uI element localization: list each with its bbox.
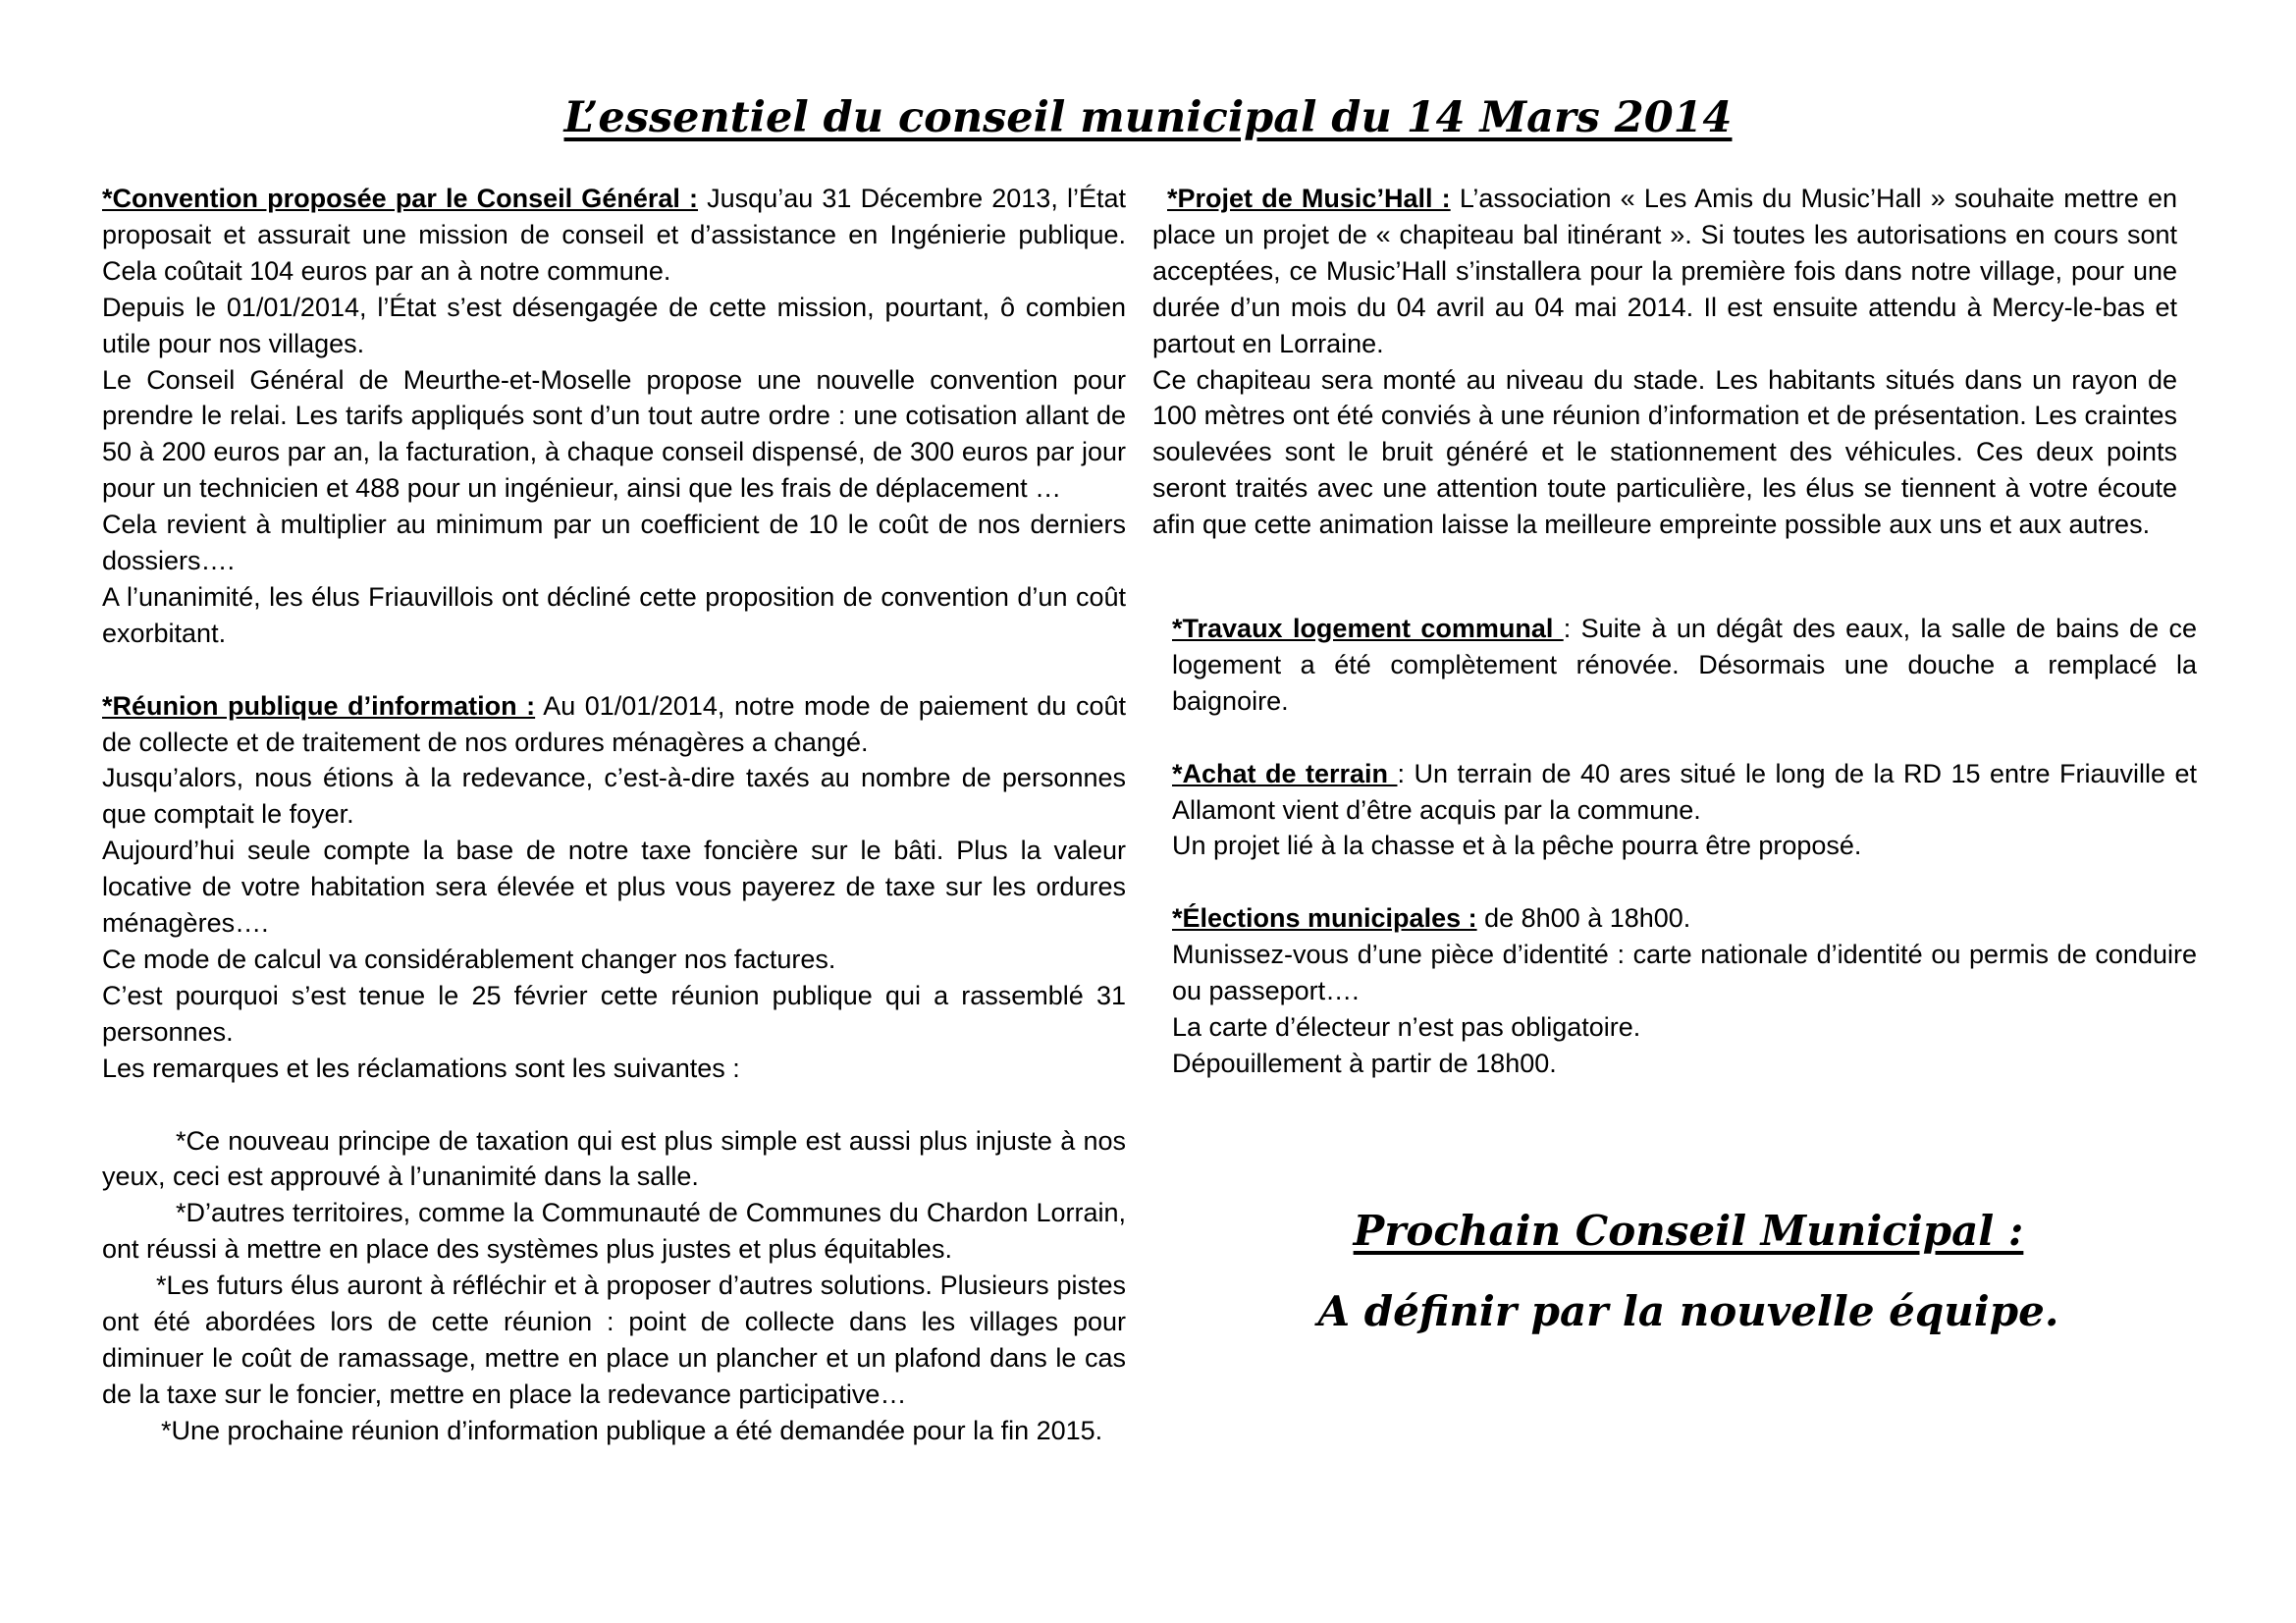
spacer xyxy=(1172,864,2197,900)
spacer xyxy=(102,1087,1126,1123)
page-title: L’essentiel du conseil municipal du 14 Mars 2014 xyxy=(563,93,1733,142)
reunion-paragraph-2: Jusqu’alors, nous étions à la redevance, c’est-à-dire taxés au nombre de personnes que comptait le foyer. xyxy=(102,763,1126,830)
spacer xyxy=(1172,720,2197,756)
convention-paragraph-3: Le Conseil Général de Meurthe-et-Moselle propose une nouvelle convention pour prendre le relai. Les tarifs appliqués sont d’un tout autre ordre : une cotisation allant de 50 à 200 euros par an, la facturation, à chaque conseil dispensé, de 300 euros par jour pour un technicien et 488 pour un ingénieur, ainsi que les frais de déplacement … xyxy=(102,364,1126,504)
reunion-paragraph-3: Aujourd’hui seule compte la base de notre taxe foncière sur le bâti. Plus la valeur locative de votre habitation sera élevée et plus vous payerez de taxe sur les ordures ménagères…. xyxy=(102,836,1126,939)
travaux-paragraph xyxy=(1172,611,2197,720)
remark-item: *Ce nouveau principe de taxation qui est plus simple est aussi plus injuste à nos yeux, ceci est approuvé à l’unanimité dans la salle. xyxy=(102,1125,1126,1192)
spacer xyxy=(102,652,1126,688)
music-hall-paragraph xyxy=(1152,181,2177,362)
reunion-paragraph xyxy=(102,688,1126,761)
elections-paragraph xyxy=(1172,900,2197,937)
music-hall-paragraph-2: Ce chapiteau sera monté au niveau du stade. Les habitants situés dans un rayon de 100 mètres ont été conviés à une réunion d’information et de présentation. Les craintes soulevées sont le bruit généré et le stationnement des véhicules. Ces deux points seront traités avec une attention toute particulière, les élus se tiennent à votre écoute afin que cette animation laisse la meilleure empreinte possible aux uns et aux autres. xyxy=(1152,364,2177,540)
convention-heading: *Convention proposée par le Conseil Général : xyxy=(102,184,699,213)
right-column-top xyxy=(1152,181,2177,543)
music-hall-heading: *Projet de Music’Hall : xyxy=(1167,184,1451,213)
achat-heading: *Achat de terrain xyxy=(1172,758,1398,788)
travaux-heading: *Travaux logement communal xyxy=(1172,614,1564,643)
remark-item: *Une prochaine réunion d’information publique a été demandée pour la fin 2015. xyxy=(161,1415,1103,1445)
right-column-bottom xyxy=(1172,611,2197,1082)
achat-text: : Un terrain de 40 ares situé le long de la RD 15 entre Friauville et Allamont vient d’être acquis par la commune. xyxy=(1172,758,2197,825)
convention-paragraph-5: A l’unanimité, les élus Friauvillois ont décliné cette proposition de convention d’un coût exorbitant. xyxy=(102,581,1126,648)
elections-heading: *Élections municipales : xyxy=(1172,903,1477,934)
reunion-heading: *Réunion publique d’information : xyxy=(102,690,536,721)
convention-paragraph-4: Cela revient à multiplier au minimum par un coefficient de 10 le coût de nos derniers dossiers…. xyxy=(102,510,1126,576)
reunion-paragraph-6: Les remarques et les réclamations sont les suivantes : xyxy=(102,1053,740,1083)
achat-paragraph xyxy=(1172,756,2197,829)
convention-paragraph-2: Depuis le 01/01/2014, l’État s’est désengagée de cette mission, pourtant, ô combien utile pour nos villages. xyxy=(102,292,1126,358)
elections-paragraph-2: Munissez-vous d’une pièce d’identité : carte nationale d’identité ou permis de conduire ou passeport…. xyxy=(1172,940,2197,1006)
reunion-paragraph-4: Ce mode de calcul va considérablement changer nos factures. xyxy=(102,945,836,975)
travaux-text: : Suite à un dégât des eaux, la salle de bains de ce logement a été complètement rénovée. Désormais une douche a remplacé la baignoire. xyxy=(1172,614,2197,716)
convention-paragraph xyxy=(102,181,1126,290)
next-council-subtitle: A définir par la nouvelle équipe. xyxy=(1317,1287,2059,1335)
reunion-paragraph-5: C’est pourquoi s’est tenue le 25 février cette réunion publique qui a rassemblé 31 personnes. xyxy=(102,980,1126,1047)
reunion-text: Au 01/01/2014, notre mode de paiement du coût de collecte et de traitement de nos ordures ménagères a changé. xyxy=(102,690,1126,757)
elections-paragraph-3: La carte d’électeur n’est pas obligatoire. xyxy=(1172,1011,1641,1042)
achat-paragraph-2: Un projet lié à la chasse et à la pêche pourra être proposé. xyxy=(1172,831,1862,861)
next-council-title: Prochain Conseil Municipal : xyxy=(1353,1207,2024,1255)
remark-item: *D’autres territoires, comme la Communauté de Communes du Chardon Lorrain, ont réussi à mettre en place des systèmes plus justes et plus équitables. xyxy=(102,1198,1126,1265)
left-column xyxy=(102,181,1126,1449)
elections-paragraph-4: Dépouillement à partir de 18h00. xyxy=(1172,1048,1557,1078)
music-hall-text: L’association « Les Amis du Music’Hall » souhaite mettre en place un projet de « chapiteau bal itinérant ». Si toutes les autorisations en cours sont acceptées, ce Music’Hall s’installera pour la première fois dans notre village, pour une durée d’un mois du 04 avril au 04 mai 2014. Il est ensuite attendu à Mercy-le-bas et partout en Lorraine. xyxy=(1152,184,2177,358)
remark-item: *Les futurs élus auront à réfléchir et à proposer d’autres solutions. Plusieurs pistes ont été abordées lors de cette réunion : point de collecte dans les villages pour diminuer le coût de ramassage, mettre en place un plancher et un plafond dans le cas de la taxe sur le foncier, mettre en place la redevance participative… xyxy=(102,1271,1126,1409)
convention-text: Jusqu’au 31 Décembre 2013, l’État proposait et assurait une mission de conseil et d’assistance en Ingénierie publique. Cela coûtait 104 euros par an à notre commune. xyxy=(102,184,1127,286)
elections-text: de 8h00 à 18h00. xyxy=(1476,903,1691,934)
